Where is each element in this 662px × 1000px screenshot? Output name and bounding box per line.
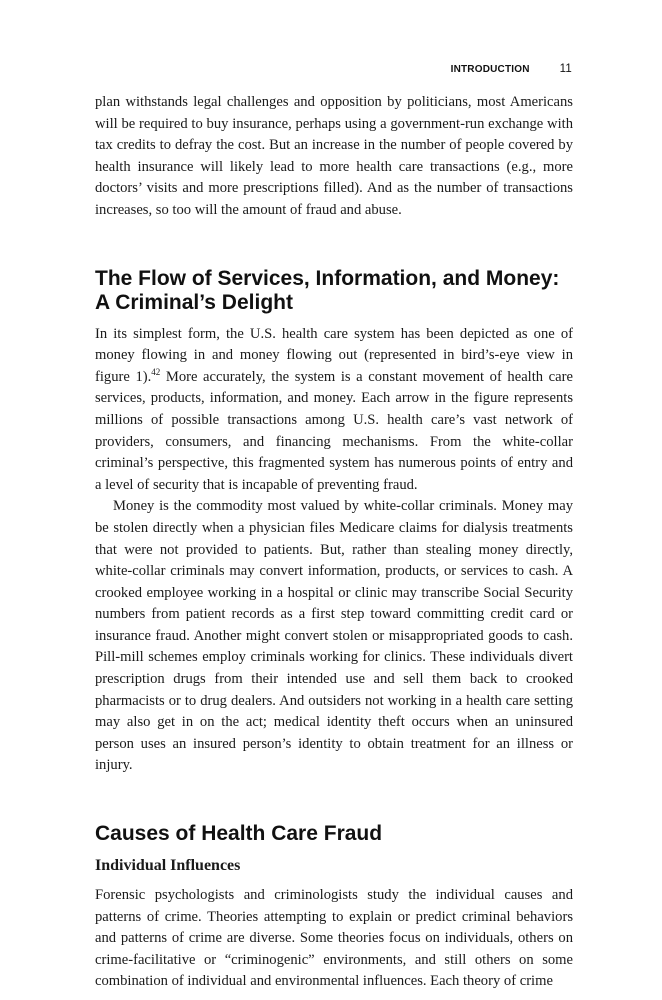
subheading-individual-influences: Individual Influences [95,857,241,875]
section-heading-causes: Causes of Health Care Fraud [95,822,383,846]
body-text [95,92,573,993]
paragraph-flow-1 [95,324,573,497]
section-heading-flow [95,267,573,315]
paragraph-flow-1-text-a: In its simplest form, the U.S. health care system has been depicted as one of money flowing in and money flowing out (represented in bird’s-eye view in figure 1). [95,325,573,385]
paragraph-intro: plan withstands legal challenges and opposition by politicians, most Americans will be required to buy insurance, perhaps using a government-run exchange with tax credits to defray the cost. But an increase in the number of people covered by health insurance will likely lead to more health care transactions (e.g., more doctors’ visits and more prescriptions filled). And as the number of transactions increases, so too will the amount of fraud and abuse. [95,94,573,218]
paragraph-individual: Forensic psychologists and criminologists study the individual causes and patterns of crime. Theories attempting to explain or predict criminal behaviors and patterns of crime are diverse. Some theories focus on individuals, others on crime-facilitative or “criminogenic” environments, and still others on some combination of individual and environmental influences. Each theory of crime [95,887,573,990]
endnote-reference: 42 [151,366,161,377]
paragraph-flow-2: Money is the commodity most valued by white-collar criminals. Money may be stolen directly when a physician files Medicare claims for dialysis treatments that were not provided to patients. But, rather than stealing money directly, white-collar criminals may convert information, products, or services to cash. A crooked employee working in a hospital or clinic may transcribe Social Security numbers from patient records as a first step toward committing credit card or insurance fraud. Another might convert stolen or misappropriated goods to cash. Pill-mill schemes employ criminals working for clinics. These individuals divert prescription drugs from their intended use and sell them back to crooked pharmacists or to drug dealers. And outsiders not working in a health care setting may also get in on the act; medical identity theft occurs when an uninsured person uses an insured person’s identity to obtain treatment for an illness or injury. [95,498,573,774]
running-head-section: INTRODUCTION [450,64,530,75]
paragraph-flow-1-text-b: More accurately, the system is a constant movement of health care services, products, information, and money. Each arrow in the figure represents millions of possible transactions among U.S. health care’s vast network of providers, consumers, and financing mechanisms. From the white-collar criminal’s perspective, this fragmented system has numerous points of entry and a level of security that is incapable of preventing fraud. [95,368,573,493]
page-number: 11 [559,63,572,75]
section-heading-flow-line2: A Criminal’s Delight [95,290,293,314]
section-heading-flow-line1: The Flow of Services, Information, and Money: [95,266,560,290]
running-head [451,63,572,75]
